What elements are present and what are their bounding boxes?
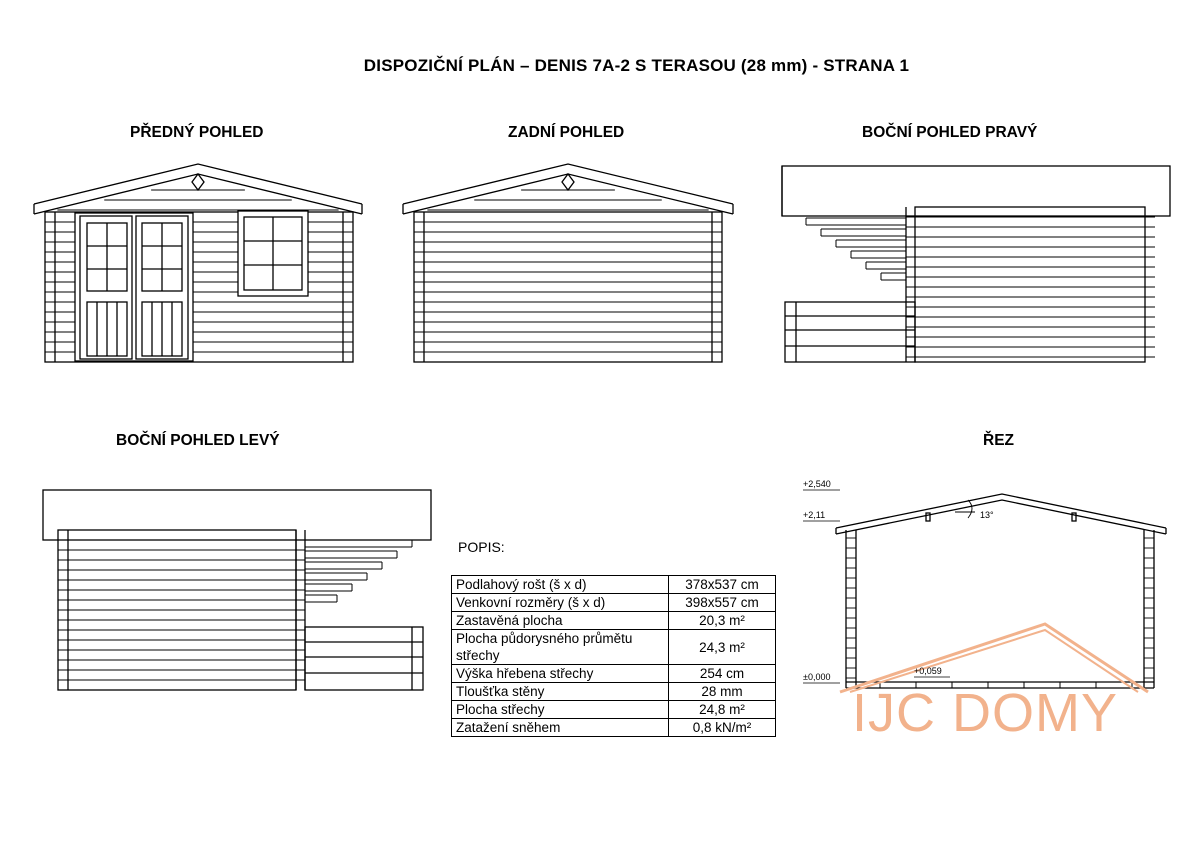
spec-value: 24,3 m² (669, 630, 776, 665)
spec-value: 378x537 cm (669, 576, 776, 594)
spec-value: 398x557 cm (669, 594, 776, 612)
spec-table (451, 575, 776, 737)
page-title: DISPOZIČNÍ PLÁN – DENIS 7A-2 S TERASOU (28 mm) - STRANA 1 (363, 56, 910, 75)
section-drawing (803, 490, 1166, 692)
spec-row (452, 612, 776, 630)
spec-row (452, 719, 776, 737)
spec-label: Venkovní rozměry (š x d) (452, 594, 669, 612)
spec-row (452, 683, 776, 701)
spec-label: Podlahový rošt (š x d) (452, 576, 669, 594)
spec-label: Výška hřebena střechy (452, 665, 669, 683)
spec-heading: POPIS: (458, 539, 505, 555)
floor-zero-label: ±0,000 (803, 672, 831, 682)
front-view-label: PŘEDNÝ POHLED (130, 124, 264, 141)
spec-value: 28 mm (669, 683, 776, 701)
spec-row (452, 576, 776, 594)
left-side-view-label: BOČNÍ POHLED LEVÝ (116, 432, 280, 449)
eave-height-label: +2,11 (803, 510, 826, 520)
spec-label: Zastavěná plocha (452, 612, 669, 630)
spec-label: Plocha střechy (452, 701, 669, 719)
spec-row (452, 630, 776, 665)
brand-watermark: IJC DOMY (852, 683, 1119, 743)
section-view-label: ŘEZ (983, 432, 1014, 449)
ridge-height-label: +2,540 (803, 479, 831, 489)
right-side-view-label: BOČNÍ POHLED PRAVÝ (862, 124, 1038, 141)
spec-row (452, 701, 776, 719)
spec-value: 20,3 m² (669, 612, 776, 630)
spec-label: Zatažení sněhem (452, 719, 669, 737)
rear-elevation (403, 164, 733, 362)
spec-row (452, 594, 776, 612)
right-side-elevation (782, 166, 1170, 362)
spec-value: 24,8 m² (669, 701, 776, 719)
spec-label: Plocha půdorysného průmětu střechy (452, 630, 669, 665)
roof-angle-label: 13° (980, 510, 994, 520)
floor-level-label: +0,059 (914, 666, 942, 676)
left-side-elevation (43, 490, 431, 690)
spec-row (452, 665, 776, 683)
rear-view-label: ZADNÍ POHLED (508, 124, 625, 141)
spec-value: 254 cm (669, 665, 776, 683)
spec-label: Tloušťka stěny (452, 683, 669, 701)
front-elevation (34, 164, 362, 362)
spec-value: 0,8 kN/m² (669, 719, 776, 737)
